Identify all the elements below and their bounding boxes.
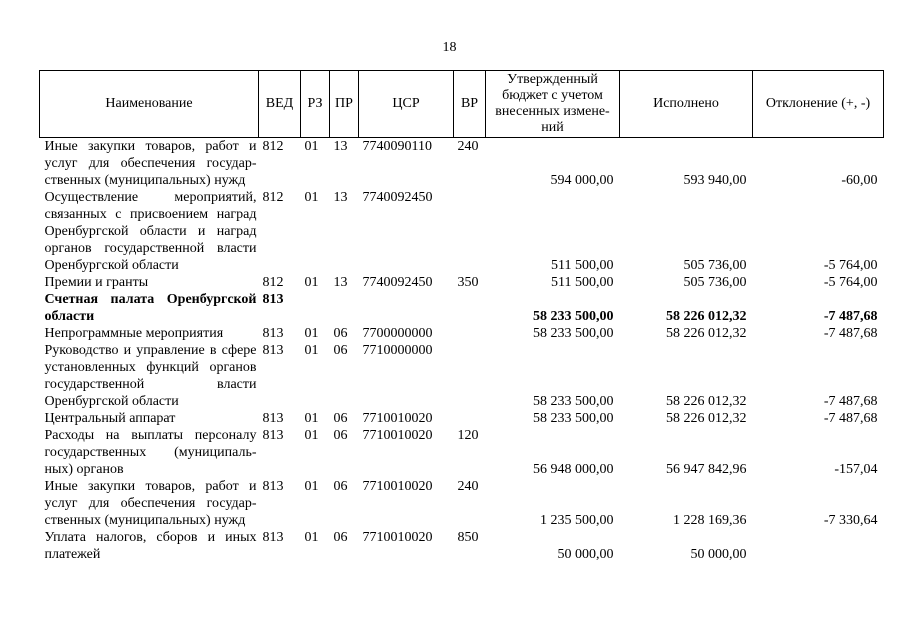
cell-deviation: -7 487,68 <box>823 411 878 426</box>
cell-csr: 7700000000 <box>362 326 433 341</box>
cell-deviation: -60,00 <box>841 173 878 188</box>
cell-vr <box>454 342 486 410</box>
cell-pr: 13 <box>333 275 348 290</box>
cell-csr: 7710010020 <box>362 530 433 545</box>
table-row <box>40 478 884 529</box>
table-row <box>40 427 884 478</box>
table-row <box>40 325 884 342</box>
cell-vr <box>454 410 486 427</box>
cell-ved: 812 <box>262 275 284 290</box>
cell-csr: 7710000000 <box>362 343 433 358</box>
cell-executed: 58 226 012,32 <box>666 411 747 426</box>
cell-deviation: -157,04 <box>834 462 878 477</box>
cell-budget: 1 235 500,00 <box>540 513 614 528</box>
cell-budget: 50 000,00 <box>557 547 614 562</box>
table-row <box>40 291 884 325</box>
cell-csr <box>359 291 454 325</box>
cell-name: Расходы на выплаты персоналу государственных (муниципаль-ных) органов <box>44 428 257 477</box>
cell-csr: 7740090110 <box>362 139 432 154</box>
cell-vr: 350 <box>457 275 479 290</box>
header-csr: ЦСР <box>359 71 454 138</box>
cell-executed: 58 226 012,32 <box>666 326 747 341</box>
cell-deviation: -7 487,68 <box>823 326 878 341</box>
cell-vr <box>454 291 486 325</box>
cell-deviation: -7 487,68 <box>823 394 878 409</box>
cell-ved: 813 <box>262 326 284 341</box>
cell-pr: 06 <box>333 411 348 426</box>
cell-name: Центральный аппарат <box>44 411 176 426</box>
cell-ved: 813 <box>262 428 284 443</box>
budget-execution-table <box>39 70 884 563</box>
table-row <box>40 189 884 274</box>
cell-ved: 813 <box>262 411 284 426</box>
cell-deviation: -7 487,68 <box>823 309 878 324</box>
cell-name: Осуществление мероприятий, связанных с присвоением наград Оренбургской области и наград органов государственной власти Оренбургской области <box>44 190 257 273</box>
cell-rz: 01 <box>304 139 319 154</box>
cell-deviation: -5 764,00 <box>823 258 878 273</box>
cell-csr: 7710010020 <box>362 411 433 426</box>
cell-pr: 06 <box>333 343 348 358</box>
cell-ved: 812 <box>262 190 284 205</box>
cell-executed: 56 947 842,96 <box>666 462 747 477</box>
cell-name: Иные закупки товаров, работ и услуг для обеспечения государ-ственных (муниципальных) нужд <box>44 139 257 188</box>
cell-vr <box>454 325 486 342</box>
cell-pr <box>330 291 359 325</box>
cell-name: Уплата налогов, сборов и иных платежей <box>44 530 257 562</box>
cell-executed: 58 226 012,32 <box>666 394 747 409</box>
cell-rz: 01 <box>304 479 319 494</box>
cell-rz: 01 <box>304 275 319 290</box>
cell-name: Руководство и управление в сфере установленных функций органов государственной власти Оренбургской области <box>44 343 257 409</box>
header-vr: ВР <box>454 71 486 138</box>
cell-budget: 511 500,00 <box>551 275 614 290</box>
cell-vr <box>454 189 486 274</box>
cell-ved: 813 <box>262 530 284 545</box>
cell-budget: 511 500,00 <box>551 258 614 273</box>
table-row <box>40 138 884 190</box>
cell-ved: 813 <box>262 292 284 307</box>
cell-budget: 58 233 500,00 <box>533 411 614 426</box>
table-body <box>40 138 884 564</box>
cell-executed: 505 736,00 <box>683 275 747 290</box>
cell-budget: 58 233 500,00 <box>533 309 614 324</box>
cell-budget: 58 233 500,00 <box>533 326 614 341</box>
cell-pr: 06 <box>333 479 348 494</box>
table-row <box>40 529 884 563</box>
cell-ved: 812 <box>262 139 284 154</box>
cell-csr: 7740092450 <box>362 190 433 205</box>
cell-executed: 1 228 169,36 <box>673 513 747 528</box>
cell-executed: 58 226 012,32 <box>666 309 747 324</box>
table-row <box>40 342 884 410</box>
cell-budget: 58 233 500,00 <box>533 394 614 409</box>
cell-rz <box>301 291 330 325</box>
cell-ved: 813 <box>262 343 284 358</box>
cell-pr: 13 <box>333 190 348 205</box>
cell-rz: 01 <box>304 190 319 205</box>
cell-deviation <box>753 529 884 563</box>
header-executed: Исполнено <box>620 71 753 138</box>
cell-deviation: -5 764,00 <box>823 275 878 290</box>
header-pr: ПР <box>330 71 359 138</box>
cell-rz: 01 <box>304 343 319 358</box>
cell-name: Иные закупки товаров, работ и услуг для обеспечения государ-ственных (муниципальных) нужд <box>44 479 257 528</box>
cell-vr: 850 <box>457 530 479 545</box>
table-row <box>40 274 884 291</box>
header-ved: ВЕД <box>259 71 301 138</box>
table-header <box>40 71 884 138</box>
cell-vr: 240 <box>457 139 479 154</box>
cell-executed: 505 736,00 <box>683 258 747 273</box>
header-deviation: Отклонение (+, -) <box>753 71 884 138</box>
cell-budget: 594 000,00 <box>550 173 614 188</box>
cell-pr: 06 <box>333 326 348 341</box>
cell-vr: 120 <box>457 428 479 443</box>
cell-rz: 01 <box>304 411 319 426</box>
cell-ved: 813 <box>262 479 284 494</box>
cell-csr: 7710010020 <box>362 479 433 494</box>
cell-executed: 50 000,00 <box>690 547 747 562</box>
cell-rz: 01 <box>304 428 319 443</box>
cell-csr: 7710010020 <box>362 428 433 443</box>
cell-pr: 13 <box>333 139 348 154</box>
page-number: 18 <box>442 40 457 55</box>
cell-budget: 56 948 000,00 <box>533 462 614 477</box>
cell-deviation: -7 330,64 <box>823 513 878 528</box>
cell-name: Счетная палата Оренбургской области <box>44 292 257 324</box>
cell-rz: 01 <box>304 326 319 341</box>
cell-pr: 06 <box>333 530 348 545</box>
header-rz: РЗ <box>301 71 330 138</box>
cell-rz: 01 <box>304 530 319 545</box>
cell-name: Премии и гранты <box>44 275 149 290</box>
header-name: Наименование <box>40 71 259 138</box>
cell-vr: 240 <box>457 479 479 494</box>
cell-executed: 593 940,00 <box>683 173 747 188</box>
cell-pr: 06 <box>333 428 348 443</box>
table-row <box>40 410 884 427</box>
cell-name: Непрограммные мероприятия <box>44 326 224 341</box>
header-budget: Утвержденный бюджет с учетом внесенных измене-ний <box>486 71 620 138</box>
cell-csr: 7740092450 <box>362 275 433 290</box>
